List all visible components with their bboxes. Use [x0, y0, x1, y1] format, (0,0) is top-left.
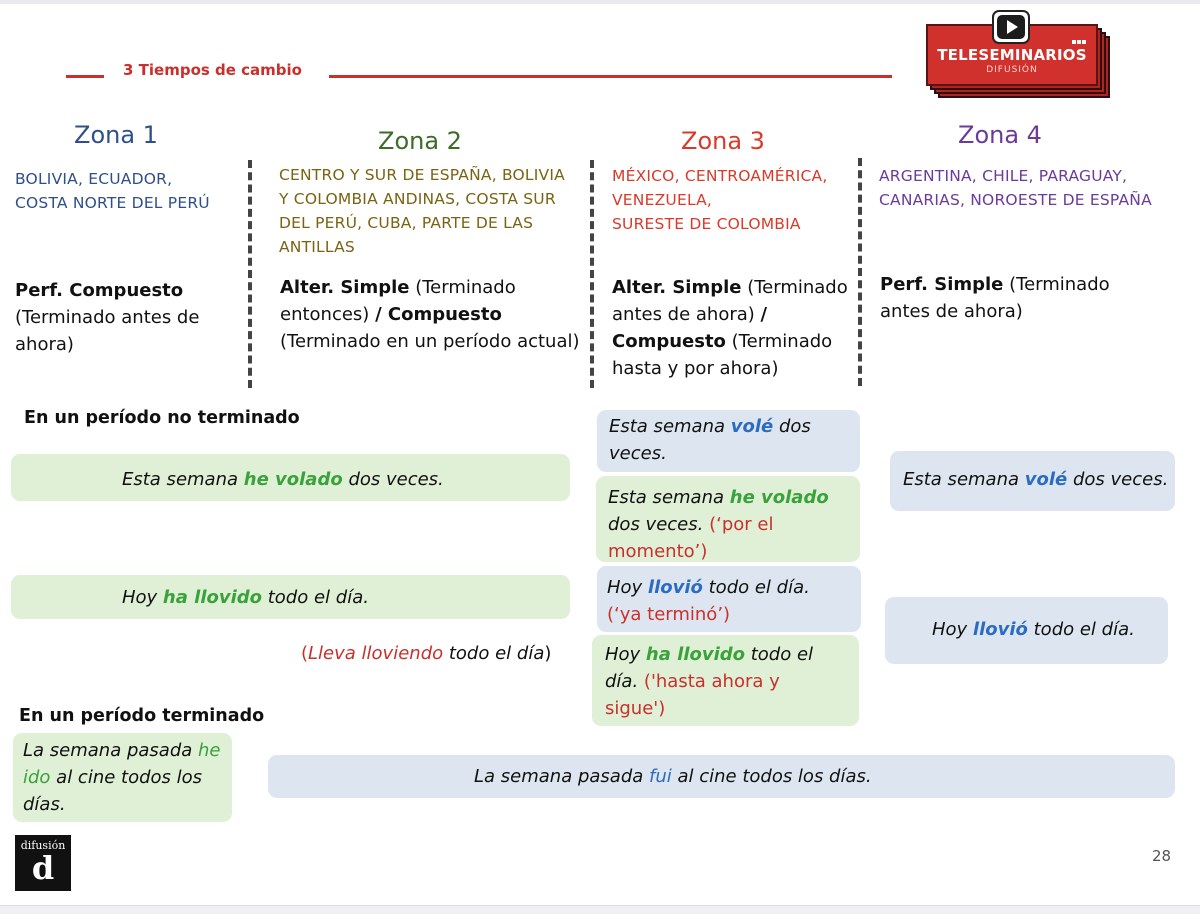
zone-2-usage: Alter. Simple (Terminado entonces) / Compuesto (Terminado en un período actual) — [280, 277, 580, 352]
page-number: 28 — [1152, 847, 1172, 865]
example-z3-hoy-simple: Hoy llovió todo el día. (‘ya terminó’) — [597, 566, 861, 632]
logo-brand: TELESEMINARIOS — [937, 46, 1087, 64]
example-z4-semana: Esta semana volé dos veces. — [890, 451, 1175, 511]
example-z12-semana: Esta semana he volado dos veces. — [11, 454, 570, 501]
zone-1-title: Zona 1 — [74, 121, 158, 149]
zone-2-regions: CENTRO Y SUR DE ESPAÑA, BOLIVIA Y COLOMBIA ANDINAS, COSTA SUR DEL PERÚ, CUBA, PARTE DE LAS ANTILLAS — [279, 166, 565, 256]
play-icon — [992, 10, 1030, 44]
zone-3-title: Zona 3 — [681, 127, 765, 155]
zone-4-usage: Perf. Simple (Terminado antes de ahora) — [880, 274, 1110, 322]
zone-4-regions: ARGENTINA, CHILE, PARAGUAY, CANARIAS, NOROESTE DE ESPAÑA — [879, 167, 1152, 209]
example-z4-hoy: Hoy llovió todo el día. — [885, 597, 1168, 664]
logo-sub: DIFUSIÓN — [986, 65, 1038, 75]
example-z3-semana-simple: Esta semana volé dos veces. — [597, 410, 860, 472]
teleseminarios-logo — [926, 24, 1108, 96]
zone-4-title: Zona 4 — [958, 121, 1042, 149]
example-z1-semana-pasada: La semana pasada he ido al cine todos los días. — [13, 733, 232, 822]
zone-1-regions: BOLIVIA, ECUADOR, COSTA NORTE DEL PERÚ — [15, 170, 210, 212]
difusion-logo: difusión d — [15, 835, 71, 891]
example-z12-hoy: Hoy ha llovido todo el día. — [11, 575, 570, 619]
zone-divider-3 — [858, 158, 866, 386]
example-z3-hoy-compuesto: Hoy ha llovido todo el día. ('hasta ahora y sigue') — [592, 635, 859, 726]
bottom-border — [0, 905, 1200, 914]
zone-3-regions: MÉXICO, CENTROAMÉRICA, VENEZUELA, SURESTE DE COLOMBIA — [612, 167, 828, 233]
zone-1-usage: Perf. Compuesto (Terminado antes de ahora) — [15, 280, 200, 355]
zone-3-usage: Alter. Simple (Terminado antes de ahora) / Compuesto (Terminado hasta y por ahora) — [612, 277, 848, 379]
title-rule-left — [66, 75, 104, 78]
section-title: 3 Tiempos de cambio — [123, 61, 302, 79]
heading-unfinished: En un período no terminado — [24, 408, 300, 428]
example-z2-lleva: (Lleva lloviendo todo el día) — [301, 643, 552, 664]
zone-divider-2 — [590, 160, 598, 388]
title-rule-right — [329, 75, 892, 78]
top-border — [0, 0, 1200, 4]
example-rest-semana-pasada: La semana pasada fui al cine todos los días. — [268, 755, 1175, 798]
zone-2-title: Zona 2 — [378, 127, 462, 155]
zone-divider-1 — [248, 160, 256, 388]
heading-finished: En un período terminado — [19, 706, 265, 726]
example-z3-semana-compuesto: Esta semana he volado dos veces. (‘por el momento’) — [596, 476, 860, 562]
